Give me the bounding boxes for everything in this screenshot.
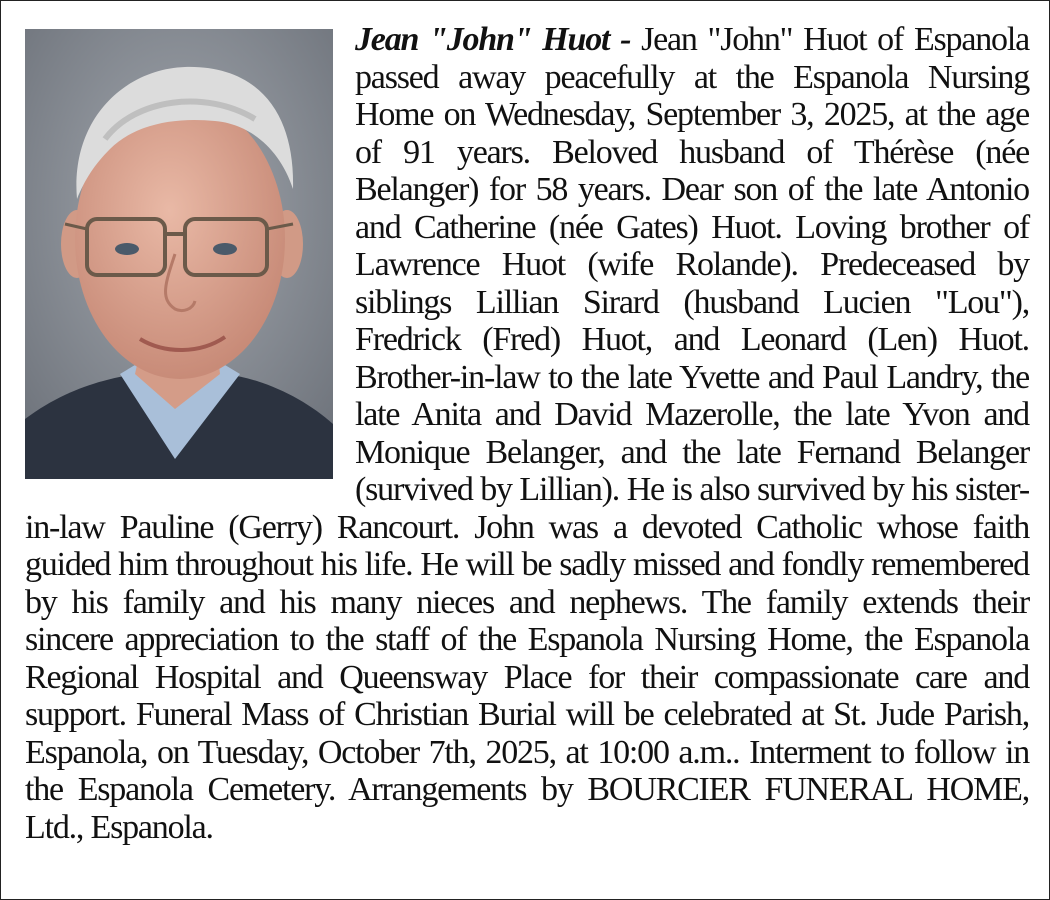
portrait-photo	[25, 29, 333, 479]
obituary-body-text: Jean "John" Huot of Espanola passed away peacefully at the Espanola Nursing Home on Wednesday, September 3, 2025, at the age of 91 years. Beloved husband of Thérèse (née Belanger) for 58 years. Dear son of the late Antonio and Catherine (née Gates) Huot. Loving brother of Lawrence Huot (wife Rolande). Predeceased by siblings Lillian Sirard (husband Lucien "Lou"), Fredrick (Fred) Huot, and Leonard (Len) Huot. Brother-in-law to the late Yvette and Paul Landry, the late Anita and David Mazerolle, the late Yvon and Monique Belanger, and the late Fernand Belanger (survived by Lillian). He is also survived by his sister-in-law Pauline (Gerry) Rancourt. John was a devoted Catholic whose faith guided him throughout his life. He will be sadly missed and fondly remembered by his family and his many nieces and nephews. The family extends their sincere appreciation to the staff of the Espanola Nursing Home, the Espanola Regional Hospital and Queensway Place for their compassionate care and support. Funeral Mass of Christian Burial will be celebrated at St. Jude Parish, Espanola, on Tuesday, October 7th, 2025, at 10:00 a.m.. Interment to follow in the Espanola Cemetery. Arrangements by BOURCIER FUNERAL HOME, Ltd., Espanola.	[25, 21, 1029, 846]
deceased-name-heading: Jean "John" Huot -	[355, 21, 631, 58]
obituary-text-block	[25, 21, 1029, 846]
